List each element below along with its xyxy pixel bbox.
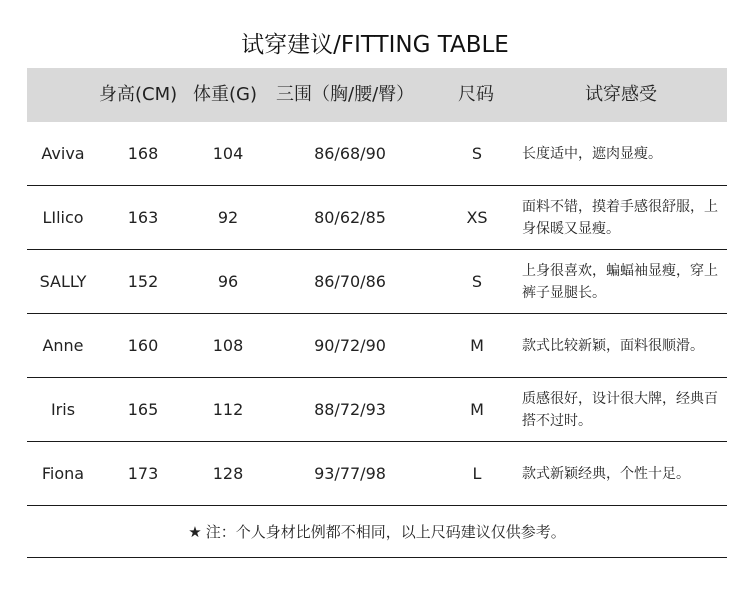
feedback-cell: 款式比较新颖，面料很顺滑。 <box>522 337 704 354</box>
model-name: SALLY <box>39 272 87 291</box>
height-cell: 168 <box>127 144 159 163</box>
size-cell: M <box>470 336 484 355</box>
size-cell: L <box>472 464 482 483</box>
model-name: LIlico <box>42 208 84 227</box>
size-cell: XS <box>466 208 488 227</box>
measurements-cell: 86/68/90 <box>314 144 386 163</box>
table-row <box>27 442 727 506</box>
weight-cell: 104 <box>212 144 244 163</box>
feedback-cell: 长度适中，遮肉显瘦。 <box>522 145 662 162</box>
weight-cell: 92 <box>217 208 239 227</box>
model-name: Aviva <box>41 144 85 163</box>
star-icon: ★ <box>188 522 202 541</box>
height-cell: 173 <box>127 464 159 483</box>
header-weight: 体重(G) <box>193 84 257 105</box>
header-feedback: 试穿感受 <box>585 84 657 105</box>
height-cell: 165 <box>127 400 159 419</box>
measurements-cell: 93/77/98 <box>314 464 386 483</box>
height-cell: 152 <box>127 272 159 291</box>
measurements-cell: 86/70/86 <box>314 272 386 291</box>
measurements-cell: 80/62/85 <box>314 208 386 227</box>
weight-cell: 96 <box>217 272 239 291</box>
footer-note <box>27 506 727 558</box>
size-cell: M <box>470 400 484 419</box>
table-row <box>27 186 727 250</box>
header-size: 尺码 <box>458 84 494 105</box>
note-text: 注：个人身材比例都不相同，以上尺码建议仅供参考。 <box>205 523 566 541</box>
header-measurements: 三围（胸/腰/臀） <box>276 84 415 105</box>
model-name: Iris <box>50 400 76 419</box>
measurements-cell: 90/72/90 <box>314 336 386 355</box>
feedback-cell: 款式新颖经典，个性十足。 <box>522 465 690 482</box>
table-row <box>27 122 727 186</box>
table-header <box>27 68 727 122</box>
fitting-table <box>27 68 727 506</box>
header-height: 身高(CM) <box>99 84 178 105</box>
weight-cell: 112 <box>212 400 244 419</box>
size-cell: S <box>471 272 483 291</box>
height-cell: 160 <box>127 336 159 355</box>
height-cell: 163 <box>127 208 159 227</box>
weight-cell: 128 <box>212 464 244 483</box>
table-body <box>27 122 727 506</box>
feedback-cell: 质感很好，设计很大牌，经典百搭不过时。 <box>522 390 718 429</box>
size-cell: S <box>471 144 483 163</box>
table-row <box>27 378 727 442</box>
table-row <box>27 250 727 314</box>
model-name: Anne <box>42 336 84 355</box>
feedback-cell: 面料不错，摸着手感很舒服，上身保暖又显瘦。 <box>522 198 718 237</box>
weight-cell: 108 <box>212 336 244 355</box>
feedback-cell: 上身很喜欢，蝙蝠袖显瘦，穿上裤子显腿长。 <box>522 262 718 301</box>
model-name: Fiona <box>41 464 85 483</box>
page-title: 试穿建议/FITTING TABLE <box>241 32 509 58</box>
table-row <box>27 314 727 378</box>
measurements-cell: 88/72/93 <box>314 400 386 419</box>
